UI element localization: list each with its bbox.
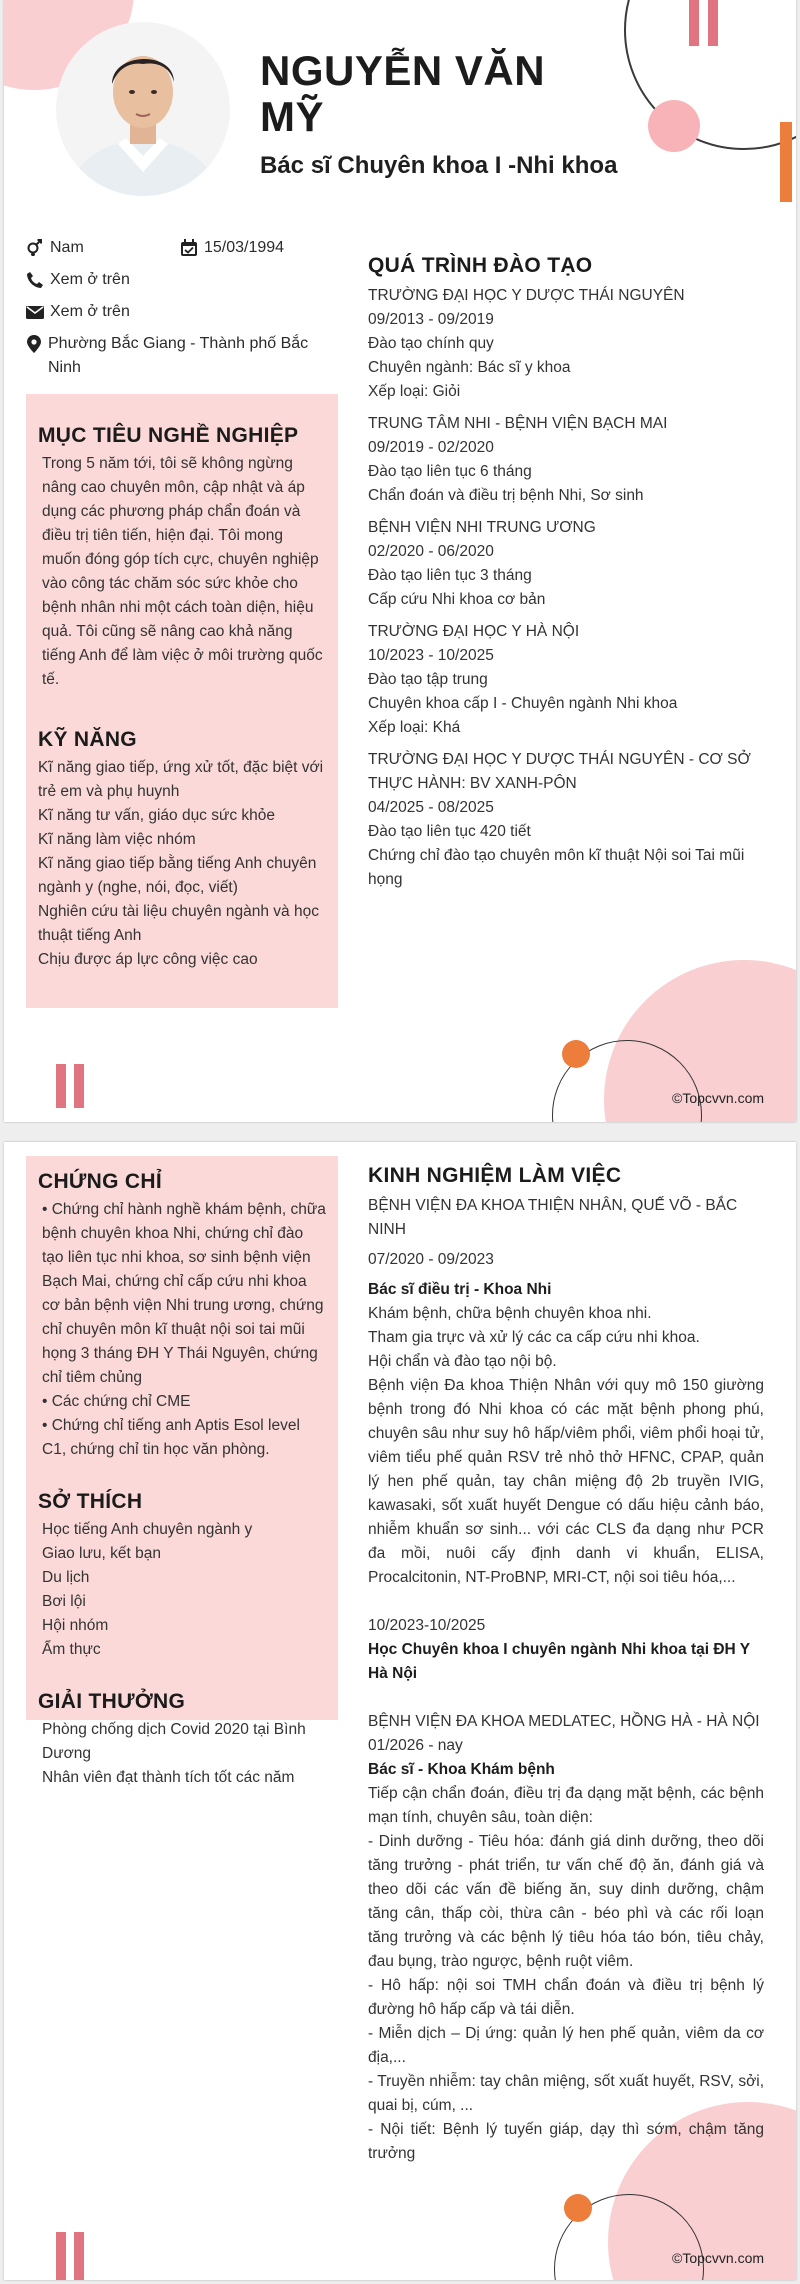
list-item: Kĩ năng làm việc nhóm — [38, 831, 196, 848]
cv-page-1 — [4, 0, 796, 1122]
exp-line: - Nội tiết: Bệnh lý tuyến giáp, dạy thì sớm, chậm tăng trưởng — [368, 2121, 764, 2162]
edu-line: Đào tạo liên tục 3 tháng — [368, 567, 532, 584]
edu-period: 04/2025 - 08/2025 — [368, 799, 494, 816]
exp-role: Học Chuyên khoa I chuyên ngành Nhi khoa tại ĐH Y Hà Nội — [368, 1641, 750, 1682]
hobbies-heading: SỞ THÍCH — [38, 1490, 143, 1513]
exp-line: - Miễn dịch – Dị ứng: quản lý hen phế quản, viêm da cơ địa,... — [368, 2025, 764, 2066]
exp-line: Tiếp cận chẩn đoán, điều trị đa dạng mặt bệnh, các bệnh mạn tính, chuyên sâu, toàn diện: — [368, 1785, 764, 1826]
gender-icon — [26, 239, 44, 257]
edu-line: Xếp loại: Khá — [368, 719, 461, 736]
exp-period: 10/2023-10/2025 — [368, 1617, 486, 1634]
education-section — [368, 254, 764, 900]
location-pin-icon — [26, 335, 42, 353]
list-item: Du lịch — [42, 1569, 90, 1586]
phone-value: Xem ở trên — [50, 271, 130, 288]
job-title: Bác sĩ Chuyên khoa I -Nhi khoa — [260, 152, 618, 179]
list-item: Kĩ năng giao tiếp bằng tiếng Anh chuyên ngành y (nghe, nói, đọc, viết) — [38, 855, 317, 896]
edu-school: TRƯỜNG ĐẠI HỌC Y DƯỢC THÁI NGUYÊN - CƠ SỞ THỰC HÀNH: BV XANH-PÔN — [368, 751, 751, 792]
list-item: Nghiên cứu tài liệu chuyên ngành và học thuật tiếng Anh — [38, 903, 319, 944]
list-item: • Các chứng chỉ CME — [42, 1393, 191, 1410]
decor-pink-dot — [648, 100, 700, 152]
edu-period: 09/2013 - 09/2019 — [368, 311, 494, 328]
decor-bar — [56, 2232, 66, 2280]
list-item: Học tiếng Anh chuyên ngành y — [42, 1521, 253, 1538]
list-item: Chịu được áp lực công việc cao — [38, 951, 258, 968]
objective-heading: MỤC TIÊU NGHỀ NGHIỆP — [38, 424, 299, 447]
birthdate-value: 15/03/1994 — [204, 239, 285, 256]
edu-line: Chẩn đoán và điều trị bệnh Nhi, Sơ sinh — [368, 487, 644, 504]
education-item — [368, 620, 764, 740]
decor-bar — [689, 0, 699, 46]
address-value: Phường Bắc Giang - Thành phố Bắc Ninh — [48, 335, 309, 376]
experience-heading: KINH NGHIỆM LÀM VIỆC — [368, 1164, 622, 1187]
edu-period: 02/2020 - 06/2020 — [368, 543, 494, 560]
exp-org: BỆNH VIỆN ĐA KHOA THIỆN NHÂN, QUẾ VÕ - BẮC NINH — [368, 1197, 738, 1238]
avatar — [56, 22, 230, 196]
edu-line: Cấp cứu Nhi khoa cơ bản — [368, 591, 546, 608]
edu-line: Chứng chỉ đào tạo chuyên môn kĩ thuật Nội soi Tai mũi họng — [368, 847, 745, 888]
awards-list — [38, 1718, 326, 1790]
candidate-name: NGUYỄN VĂN MỸ — [260, 47, 546, 140]
exp-line: - Hô hấp: nội soi TMH chẩn đoán và điều trị bệnh lý đường hô hấp cấp và tái diễn. — [368, 1977, 764, 2018]
certificates-list — [38, 1198, 326, 1462]
objective-text: Trong 5 năm tới, tôi sẽ không ngừng nâng cao chuyên môn, cập nhật và áp dụng các phương pháp chẩn đoán và điều trị tiên tiến, hiện đại. Tôi mong muốn đóng góp tích cực, chuyên nghiệp vào công tác chăm sóc sức khỏe cho bệnh nhân nhi một cách toàn diện, hiệu quả. Tôi cũng sẽ nâng cao khả năng tiếng Anh để làm việc ở môi trường quốc tế. — [42, 455, 323, 688]
edu-line: Xếp loại: Giỏi — [368, 383, 461, 400]
decor-bar — [74, 2232, 84, 2280]
profile-photo — [56, 22, 230, 196]
phone-row — [26, 268, 130, 292]
exp-line: - Dinh dưỡng - Tiêu hóa: đánh giá dinh dưỡng, theo dõi tăng trưởng - phát triển, tư vấn chế độ ăn, đánh giá và theo dõi các vấn đề biếng ăn, suy dinh dưỡng, chậm tăng cân, thấp còi, thừa cân - béo phì và các rối loạn tăng trưởng và các bệnh lý tiêu hóa táo bón, tiêu chảy, đau bụng, trào ngược, bệnh ruột viêm. — [368, 1833, 764, 1970]
left-panel — [26, 1156, 338, 1786]
awards-heading: GIẢI THƯỞNG — [38, 1690, 186, 1713]
experience-item — [368, 1614, 764, 1686]
exp-line: - Truyền nhiễm: tay chân miệng, sốt xuất huyết, RSV, sởi, quai bị, cúm, ... — [368, 2073, 764, 2114]
calendar-icon — [180, 239, 198, 257]
experience-section — [368, 1164, 764, 2166]
email-icon — [26, 303, 44, 321]
education-item — [368, 284, 764, 404]
list-item: • Chứng chỉ hành nghề khám bệnh, chữa bệnh chuyên khoa Nhi, chứng chỉ đào tạo liên tục nhi khoa, sơ sinh bệnh viện Bạch Mai, chứng chỉ cấp cứu nhi khoa cơ bản bệnh viện Nhi trung ương, chứng chỉ chuyên môn kĩ thuật nội soi tai mũi họng 3 tháng ĐH Y Thái Nguyên, chứng chỉ tiêm chủng — [42, 1201, 326, 1386]
list-item: Phòng chống dịch Covid 2020 tại Bình Dương — [42, 1721, 306, 1762]
birthdate-row — [180, 236, 284, 260]
edu-line: Đào tạo chính quy — [368, 335, 494, 352]
edu-school: BỆNH VIỆN NHI TRUNG ƯƠNG — [368, 519, 596, 536]
decor-bar-orange — [780, 122, 792, 202]
exp-line: Tham gia trực và xử lý các ca cấp cứu nhi khoa. — [368, 1329, 700, 1346]
footer-brand: ©Topcvvn.com — [672, 2250, 765, 2266]
exp-line: Hội chẩn và đào tạo nội bộ. — [368, 1353, 557, 1370]
edu-period: 09/2019 - 02/2020 — [368, 439, 494, 456]
edu-line: Đào tạo liên tục 6 tháng — [368, 463, 532, 480]
decor-orange-dot — [564, 2194, 592, 2222]
cv-page-2 — [4, 1142, 796, 2280]
email-value: Xem ở trên — [50, 303, 130, 320]
exp-org: BỆNH VIỆN ĐA KHOA MEDLATEC, HỒNG HÀ - HÀ NỘI — [368, 1713, 760, 1730]
exp-period: 01/2026 - nay — [368, 1737, 463, 1754]
decor-orange-dot — [562, 1040, 590, 1068]
edu-school: TRƯỜNG ĐẠI HỌC Y HÀ NỘI — [368, 623, 580, 640]
email-row — [26, 300, 130, 324]
list-item: Giao lưu, kết bạn — [42, 1545, 161, 1562]
education-item — [368, 516, 764, 612]
edu-school: TRUNG TÂM NHI - BỆNH VIỆN BẠCH MAI — [368, 415, 668, 432]
experience-item — [368, 1710, 764, 2166]
decor-bar — [74, 1064, 84, 1108]
gender-row — [26, 236, 84, 260]
experience-item — [368, 1194, 764, 1590]
edu-line: Chuyên ngành: Bác sĩ y khoa — [368, 359, 571, 376]
list-item: • Chứng chỉ tiếng anh Aptis Esol level C1, chứng chỉ tin học văn phòng. — [42, 1417, 300, 1458]
address-row — [26, 332, 316, 380]
education-heading: QUÁ TRÌNH ĐÀO TẠO — [368, 254, 593, 277]
edu-period: 10/2023 - 10/2025 — [368, 647, 494, 664]
exp-line: Khám bệnh, chữa bệnh chuyên khoa nhi. — [368, 1305, 652, 1322]
certificates-heading: CHỨNG CHỈ — [38, 1170, 162, 1193]
footer-brand: ©Topcvvn.com — [672, 1090, 765, 1106]
left-panel — [26, 394, 338, 1008]
edu-line: Chuyên khoa cấp I - Chuyên ngành Nhi khoa — [368, 695, 678, 712]
decor-bar — [708, 0, 718, 46]
list-item: Nhân viên đạt thành tích tốt các năm — [42, 1769, 295, 1786]
list-item: Hội nhóm — [42, 1617, 109, 1634]
edu-school: TRƯỜNG ĐẠI HỌC Y DƯỢC THÁI NGUYÊN — [368, 287, 685, 304]
exp-role: Bác sĩ điều trị - Khoa Nhi — [368, 1281, 552, 1298]
list-item: Ẩm thực — [42, 1641, 101, 1658]
skills-heading: KỸ NĂNG — [38, 728, 137, 751]
skills-list — [38, 756, 326, 972]
edu-line: Đào tạo tập trung — [368, 671, 488, 688]
list-item: Kĩ năng tư vấn, giáo dục sức khỏe — [38, 807, 276, 824]
edu-line: Đào tạo liên tục 420 tiết — [368, 823, 531, 840]
education-item — [368, 412, 764, 508]
decor-bar — [56, 1064, 66, 1108]
exp-period: 07/2020 - 09/2023 — [368, 1251, 494, 1268]
education-item — [368, 748, 764, 892]
exp-line: Bệnh viện Đa khoa Thiện Nhân với quy mô 150 giường bệnh trong đó Nhi khoa có các mặt bệnh phong phú, chuyên sâu như suy hô hấp/viêm phổi, viêm phổi hoại tử, viêm tiểu phế quản RSV trẻ nhỏ thở HFNC, CPAP, quản lý hen phế quản, tay chân miệng độ 2b truyền IVIG, kawasaki, sốt xuất huyết Dengue có dấu hiệu cảnh báo, nhiễm khuẩn sơ sinh... với các CLS đa dạng như PCR đa mồi, nuôi cấy định danh vi khuẩn, ELISA, Procalcitonin, NT-ProBNP, MRI-CT, nội soi tiêu hóa,... — [368, 1377, 764, 1586]
exp-role: Bác sĩ - Khoa Khám bệnh — [368, 1761, 555, 1778]
phone-icon — [26, 271, 44, 289]
list-item: Bơi lội — [42, 1593, 86, 1610]
list-item: Kĩ năng giao tiếp, ứng xử tốt, đặc biệt với trẻ em và phụ huynh — [38, 759, 324, 800]
gender-value: Nam — [50, 239, 84, 256]
hobbies-list — [38, 1518, 326, 1662]
